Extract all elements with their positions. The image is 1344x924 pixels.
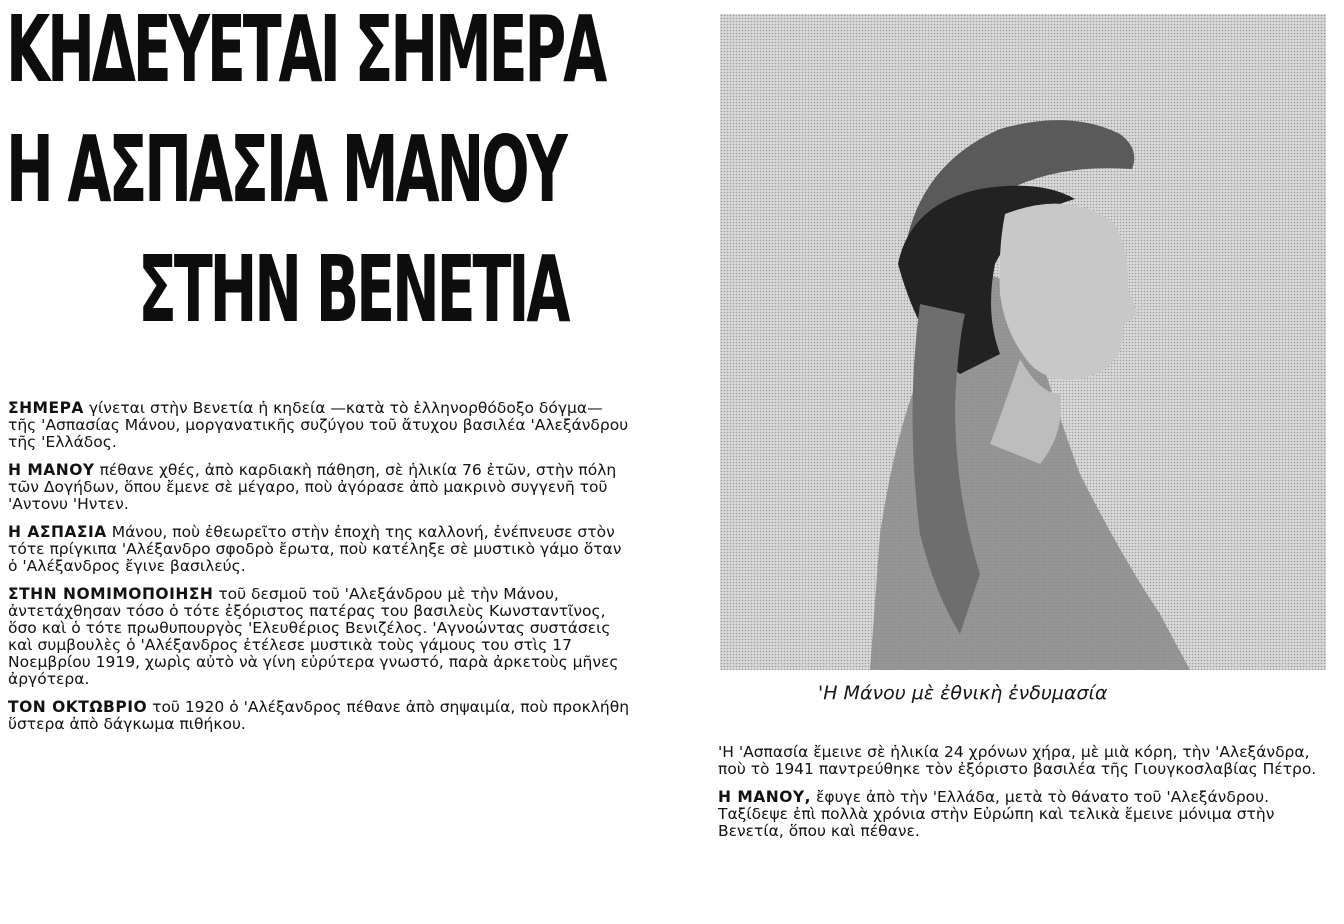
paragraph — [8, 462, 630, 513]
paragraph — [8, 699, 630, 733]
portrait-illustration — [720, 14, 1326, 670]
paragraph — [718, 789, 1330, 840]
photo-caption: 'Η Μάνου μὲ ἐθνικὴ ἐνδυμασία — [818, 682, 1108, 704]
headline — [6, 0, 636, 343]
paragraph — [8, 586, 630, 688]
paragraph — [8, 400, 630, 451]
paragraph-lead: ΣΤΗΝ ΝΟΜΙΜΟΠΟΙΗΣΗ — [8, 585, 214, 603]
paragraph-text: 'Η 'Ασπασία ἔμεινε σὲ ἡλικία 24 χρόνων χήρα, μὲ μιὰ κόρη, τὴν 'Αλεξάνδρα, ποὺ τὸ 1941 παντρεύθηκε τὸν ἐξόριστο βασιλέα τῆς Γιουγκοσλαβίας Πέτρο. — [718, 743, 1317, 778]
article-left-column — [8, 400, 630, 744]
paragraph-lead: Η ΜΑΝΟΥ — [8, 461, 95, 479]
article-right-column — [718, 744, 1330, 851]
paragraph — [718, 744, 1330, 778]
headline-line-3: ΣΤΗΝ ΒΕΝΕΤΙΑ — [138, 236, 568, 343]
paragraph — [8, 524, 630, 575]
paragraph-text: τοῦ δεσμοῦ τοῦ 'Αλεξάνδρου μὲ τὴν Μάνου, ἀντετάχθησαν τόσο ὁ τότε ἐξόριστος πατέρας του βασιλεὺς Κωνσταντῖνος, ὅσο καὶ ὁ τότε πρωθυπουργὸς 'Ελευθέριος Βενιζέλος. 'Αγνοώντας συστάσεις καὶ συμβουλὲς ὁ 'Αλέξανδρος ἐτέλεσε μυστικὰ τοὺς γάμους του στὶς 17 Νοεμβρίου 1919, χωρὶς αὐτὸ νὰ γίνη εὐρύτερα γνωστό, παρὰ ἀρκετοὺς μῆνες ἀργότερα. — [8, 585, 619, 688]
paragraph-text: ἔφυγε ἀπὸ τὴν 'Ελλάδα, μετὰ τὸ θάνατο τοῦ 'Αλεξάνδρου. Ταξίδεψε ἐπὶ πολλὰ χρόνια στὴν Εὐρώπη καὶ τελικὰ ἔμεινε μόνιμα στὴν Βενετία, ὅπου καὶ πέθανε. — [718, 788, 1275, 840]
paragraph-text: τοῦ 1920 ὁ 'Αλέξανδρος πέθανε ἀπὸ σηψαιμία, ποὺ προκλήθη ὕστερα ἀπὸ δάγκωμα πιθήκου. — [8, 698, 630, 733]
paragraph-text: πέθανε χθές, ἀπὸ καρδιακὴ πάθηση, σὲ ἡλικία 76 ἐτῶν, στὴν πόλη τῶν Δογήδων, ὅπου ἔμενε σὲ μέγαρο, ποὺ ἀγόρασε ἀπὸ μακρινὸ συγγενῆ τοῦ 'Αντονυ 'Ηντεν. — [8, 461, 617, 513]
paragraph-lead: ΤΟΝ ΟΚΤΩΒΡΙΟ — [8, 698, 148, 716]
paragraph-lead: ΣΗΜΕΡΑ — [8, 399, 84, 417]
paragraph-lead: Η ΜΑΝΟΥ, — [718, 788, 812, 806]
headline-line-1: ΚΗΔΕΥΕΤΑΙ ΣΗΜΕΡΑ — [6, 0, 605, 103]
paragraph-lead: Η ΑΣΠΑΣΙΑ — [8, 523, 107, 541]
headline-line-2: Η ΑΣΠΑΣΙΑ ΜΑΝΟΥ — [6, 116, 565, 223]
paragraph-text: Μάνου, ποὺ ἐθεωρεῖτο στὴν ἐποχὴ της καλλονή, ἐνέπνευσε στὸν τότε πρίγκιπα 'Αλέξανδρο σφοδρὸ ἔρωτα, ποὺ κατέληξε σὲ μυστικὸ γάμο ὅταν ὁ 'Αλέξανδρος ἔγινε βασιλεύς. — [8, 523, 622, 575]
paragraph-text: γίνεται στὴν Βενετία ἡ κηδεία —κατὰ τὸ ἑλληνορθόδοξο δόγμα— τῆς 'Ασπασίας Μάνου, μοργανατικῆς συζύγου τοῦ ἄτυχου βασιλέα 'Αλεξάνδρου τῆς 'Ελλάδος. — [8, 399, 629, 451]
portrait-photo — [720, 14, 1326, 670]
